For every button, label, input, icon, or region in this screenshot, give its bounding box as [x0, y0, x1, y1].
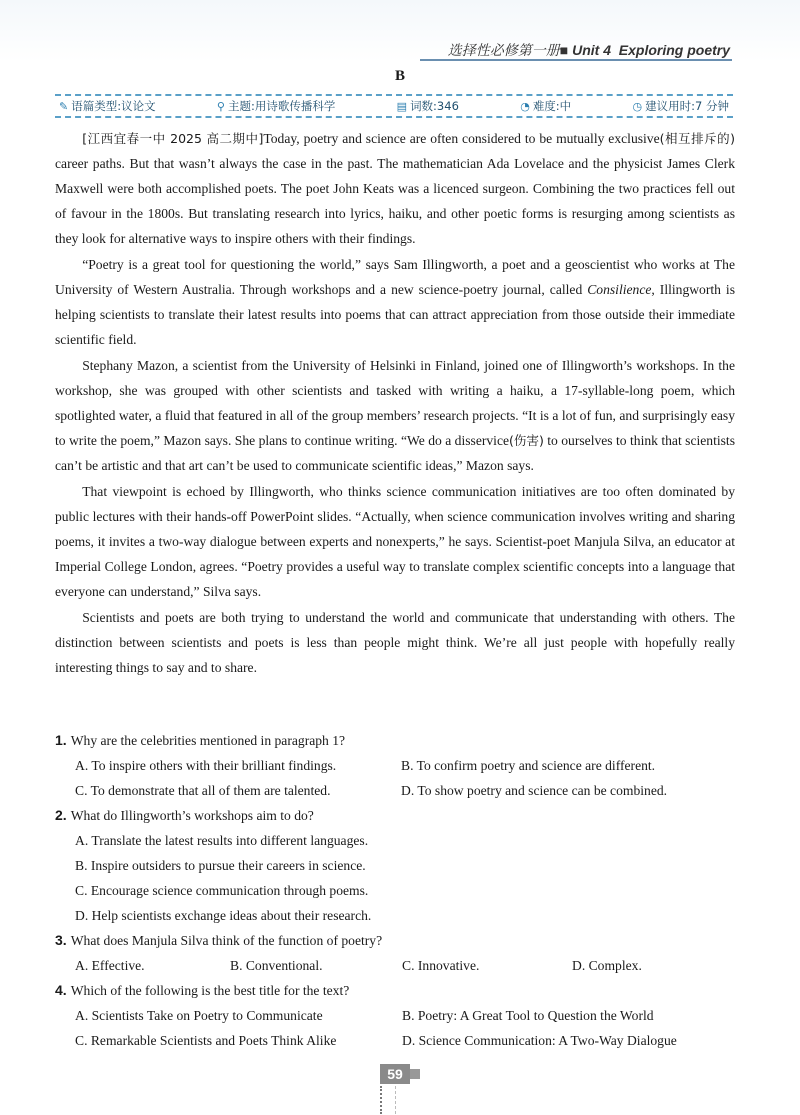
option-row	[55, 1028, 735, 1053]
footer-dashed-line	[395, 1086, 396, 1114]
unit-title: Exploring poetry	[618, 42, 730, 58]
question-2	[55, 803, 735, 828]
option-row	[55, 753, 735, 778]
unit-label: Unit 4	[572, 42, 611, 58]
info-difficulty-text: 难度:中	[532, 99, 572, 113]
option-row	[55, 953, 735, 978]
question-stem: Why are the celebrities mentioned in paragraph 1?	[70, 733, 346, 748]
question-3	[55, 928, 735, 953]
option-c[interactable]: C. Remarkable Scientists and Poets Think Alike	[75, 1033, 337, 1048]
option-a[interactable]: A. To inspire others with their brilliant findings.	[75, 758, 337, 773]
option-b[interactable]: B. To confirm poetry and science are different.	[401, 758, 656, 773]
gloss-disservice: (伤害)	[509, 433, 544, 449]
question-stem: Which of the following is the best title for the text?	[70, 983, 350, 998]
edit-icon: ✎	[59, 99, 69, 113]
question-stem: What do Illingworth’s workshops aim to do?	[70, 808, 314, 823]
option-c[interactable]: C. To demonstrate that all of them are talented.	[75, 783, 331, 798]
info-words	[397, 98, 459, 114]
paragraph-5: Scientists and poets are both trying to understand the world and communicate that understanding with others. The distinction between scientists and poets is less than people might think. We’re all just people with hopefully really interesting things to say and to share.	[55, 609, 735, 675]
info-time-text: 建议用时:7 分钟	[645, 99, 729, 113]
info-theme-text: 主题:用诗歌传播科学	[227, 99, 336, 113]
option-b[interactable]: B. Poetry: A Great Tool to Question the World	[402, 1008, 654, 1023]
question-number: 4.	[55, 982, 67, 998]
p3-text-a: Stephany Mazon, a scientist from the University of Helsinki in Finland, joined one of Illingworth’s workshops. In the workshop, she was grouped with other scientists and tasked with writing a haiku, a 17-syllable-long poem, which spotlighted water, a fluid that featured in all of the group members’ research projects. “It is a lot of fun, and surprisingly easy to write the poem,” Mazon says. She plans to continue writing. “We do a disservice	[55, 357, 735, 449]
option-d[interactable]: D. Science Communication: A Two-Way Dialogue	[402, 1033, 677, 1048]
option-row	[55, 778, 735, 803]
square-icon: ■	[559, 42, 569, 58]
info-theme	[217, 98, 335, 114]
document-icon: ▤	[396, 99, 408, 113]
question-number: 2.	[55, 807, 67, 823]
option-d[interactable]: D. Help scientists exchange ideas about their research.	[75, 908, 372, 923]
reading-passage	[55, 126, 735, 681]
footer-dotted-line	[380, 1086, 384, 1114]
option-row	[55, 853, 735, 878]
info-type-text: 语篇类型:议论文	[71, 99, 156, 113]
paragraph-4: That viewpoint is echoed by Illingworth, who thinks science communication initiatives are too often dominated by public lectures with their hands-off PowerPoint slides. “Actually, when science communication involves writing and sharing poems, it invites a two-way dialogue between experts and nonexperts,” he says. Scientist-poet Manjula Silva, an educator at Imperial College London, agrees. “Poetry provides a useful way to translate complex scientific concepts into a language that everyone can understand,” Silva says.	[55, 483, 735, 600]
info-bar	[55, 94, 733, 118]
paragraph-2	[55, 252, 735, 352]
gloss-exclusive: (相互排斥的)	[659, 131, 735, 146]
p2-text-b: , Illingworth is helping scientists to translate their latest results into poems that can attract appreciation from those outside their immediate scientific field.	[55, 282, 735, 348]
question-number: 1.	[55, 732, 67, 748]
option-row	[55, 903, 735, 928]
question-4	[55, 978, 735, 1003]
option-row	[55, 828, 735, 853]
paragraph-3	[55, 353, 735, 478]
option-d[interactable]: D. To show poetry and science can be combined.	[401, 783, 668, 798]
book-title: 选择性必修第一册	[447, 42, 560, 58]
option-b[interactable]: B. Inspire outsiders to pursue their careers in science.	[75, 858, 366, 873]
info-time	[633, 98, 729, 114]
option-a[interactable]: A. Translate the latest results into different languages.	[75, 833, 369, 848]
journal-name: Consilience	[587, 282, 652, 298]
search-icon: ⚲	[216, 99, 225, 113]
option-d[interactable]: D. Complex.	[572, 958, 642, 973]
option-c[interactable]: C. Encourage science communication through poems.	[75, 883, 369, 898]
option-row	[55, 878, 735, 903]
question-1	[55, 728, 735, 753]
source-label: [江西宜春一中 2025 高二期中]	[82, 131, 264, 146]
p3-text-b: to ourselves to think that scientists can’t be artistic and that art can’t be used to communicate scientific ideas,” Mazon says.	[55, 433, 735, 474]
running-header	[448, 40, 730, 60]
question-stem: What does Manjula Silva think of the function of poetry?	[70, 933, 383, 948]
option-b[interactable]: B. Conventional.	[230, 958, 323, 973]
gauge-icon: ◔	[520, 99, 530, 113]
p1-text-b: career paths. But that wasn’t always the case in the past. The mathematician Ada Lovelace and the physicist James Clerk Maxwell were both accomplished poets. The poet John Keats was a licenced surgeon. Combining the two practices fell out of favour in the 1800s. But translating research into lyrics, haiku, and other poetic forms is resurging among scientists as they look for alternative ways to inspire others with their findings.	[55, 156, 735, 247]
questions	[55, 728, 735, 1053]
option-row	[55, 1003, 735, 1028]
page-number-square-icon	[410, 1069, 420, 1079]
paragraph-1	[55, 126, 735, 251]
info-difficulty	[520, 98, 571, 114]
option-a[interactable]: A. Scientists Take on Poetry to Communicate	[75, 1008, 323, 1023]
option-a[interactable]: A. Effective.	[75, 958, 145, 973]
p1-text-a: Today, poetry and science are often considered to be mutually exclusive	[263, 131, 660, 146]
info-words-text: 词数:346	[410, 99, 459, 113]
section-letter: B	[394, 68, 405, 84]
p2-text-a: “Poetry is a great tool for questioning the world,” says Sam Illingworth, a poet and a geoscientist who works at The University of Western Australia. Through workshops and a new science-poetry journal, called	[55, 256, 735, 298]
info-type	[59, 98, 156, 114]
page-number: 59	[380, 1064, 410, 1084]
clock-icon: ◷	[632, 99, 643, 113]
option-c[interactable]: C. Innovative.	[402, 958, 480, 973]
header-rule	[420, 59, 732, 61]
question-number: 3.	[55, 932, 67, 948]
